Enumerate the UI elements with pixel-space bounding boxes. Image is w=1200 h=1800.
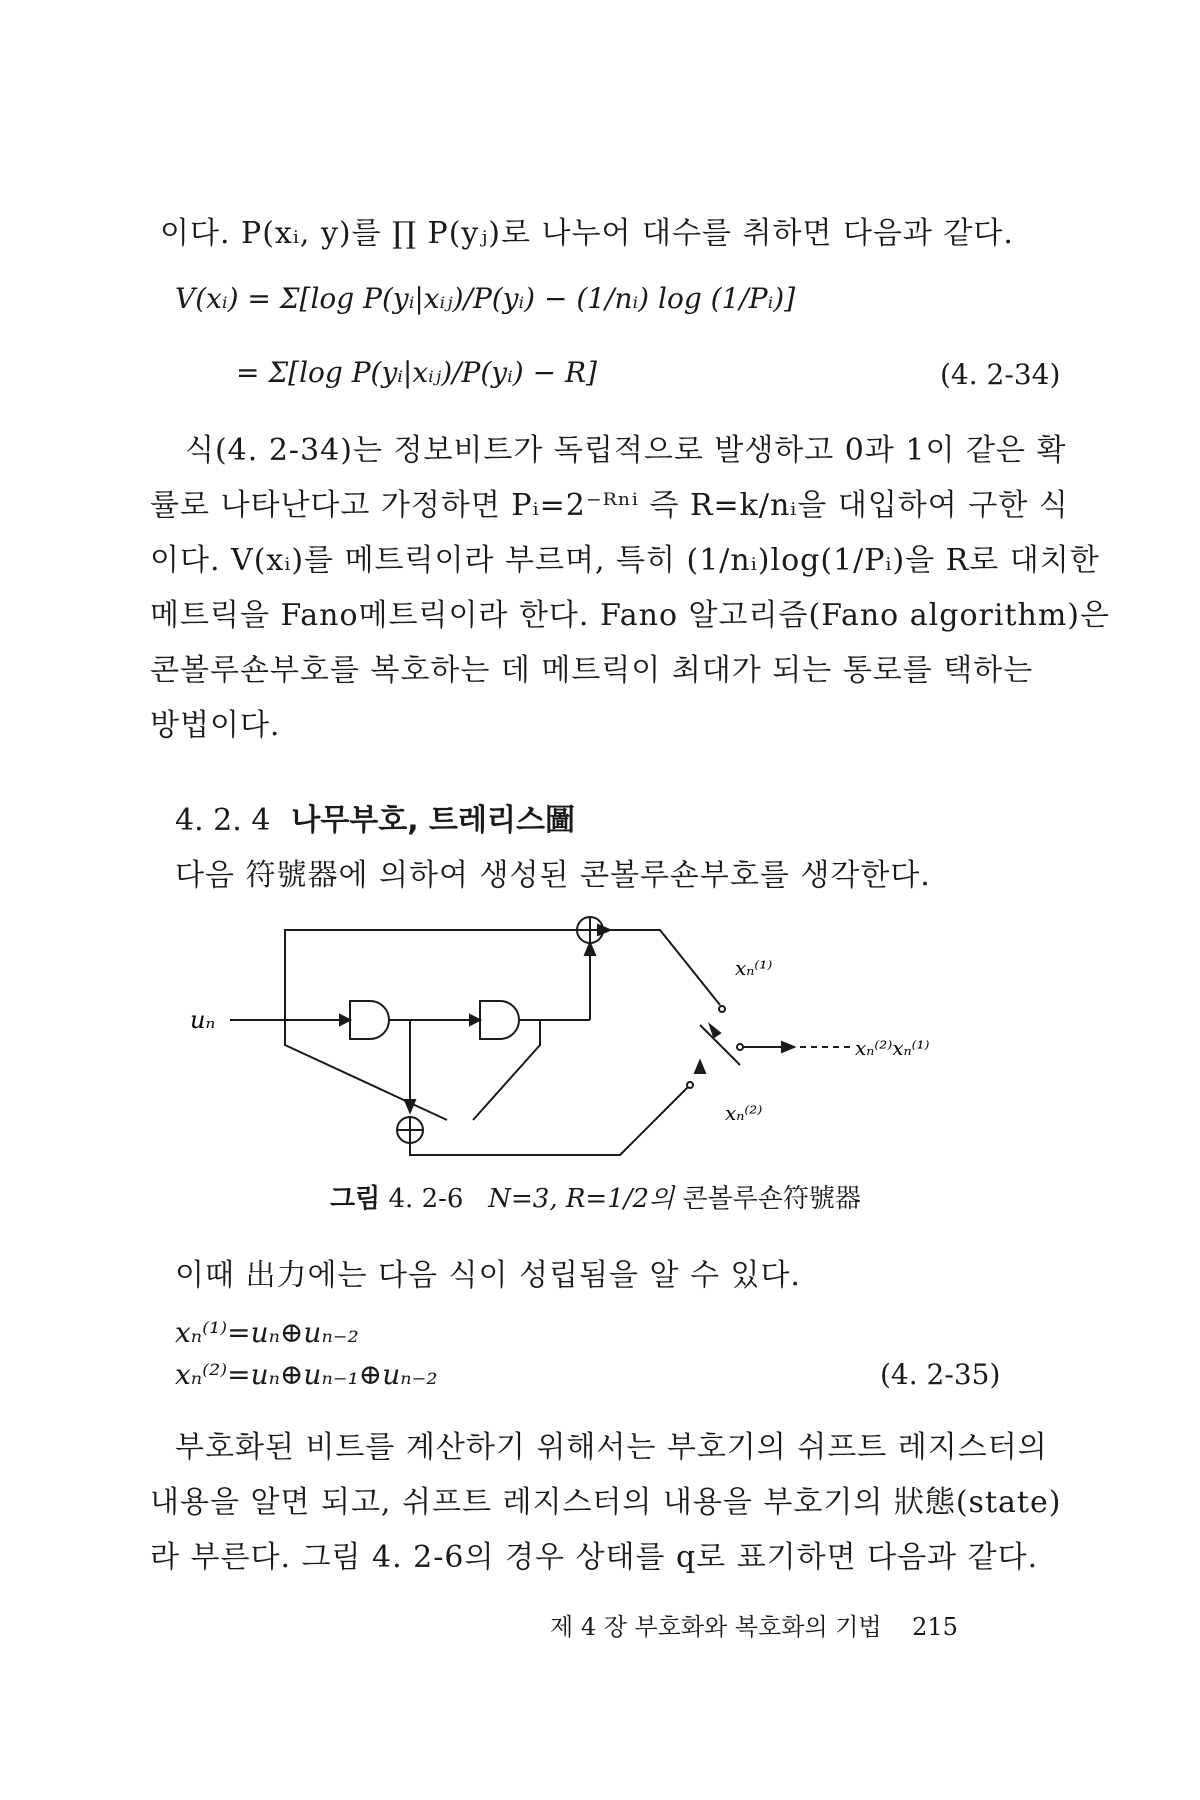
para1-line-3: 이다. V(xᵢ)를 메트릭이라 부르며, 특히 (1/nᵢ)log(1/Pᵢ)을 R로 대치한 — [150, 543, 1100, 578]
equation-4-2-34-a-text: V(xᵢ) = Σ[log P(yᵢ|xᵢⱼ)/P(yᵢ) − (1/nᵢ) log (1/Pᵢ)] — [175, 282, 796, 315]
para1-line-1: 식(4. 2-34)는 정보비트가 독립적으로 발생하고 0과 1이 같은 확 — [185, 433, 1067, 468]
equation-number-4-2-35: (4. 2-35) — [880, 1358, 1001, 1391]
commutator-arm — [700, 1025, 740, 1065]
arrow-icon — [340, 1015, 350, 1025]
switch-contact-2 — [687, 1082, 693, 1088]
output-intro: 이때 出力에는 다음 식이 성립됨을 알 수 있다. — [175, 1258, 801, 1293]
switch-contact-1 — [719, 1006, 725, 1012]
equation-4-2-34-line-a — [175, 282, 795, 315]
intro-line — [160, 208, 1014, 252]
running-footer — [550, 1607, 958, 1642]
para3-line-2: 내용을 알면 되고, 쉬프트 레지스터의 내용을 부호기의 狀態(state) — [150, 1485, 1062, 1520]
para1-line-5: 콘볼루숀부호를 복호하는 데 메트릭이 최대가 되는 통로를 택하는 — [150, 653, 1034, 688]
output-1-wire — [603, 930, 720, 1005]
equation-4-2-35-line-a: xₙ⁽¹⁾=uₙ⊕uₙ₋₂ — [175, 1316, 359, 1349]
intro-line-prefix: 이다. — [160, 216, 242, 251]
arrow-icon — [405, 1100, 415, 1112]
caption-params: N=3, R=1/2의 — [488, 1184, 675, 1214]
output-2-wire — [410, 1085, 690, 1155]
delay-element-2 — [480, 1001, 519, 1039]
output-1-label: xₙ⁽¹⁾ — [735, 956, 773, 980]
page-number: 215 — [912, 1613, 958, 1641]
section-intro: 다음 符號器에 의하여 생성된 콘볼루숀부호를 생각한다. — [175, 858, 931, 893]
delay-element-1 — [350, 1001, 389, 1039]
arrow-icon — [470, 1015, 480, 1025]
tap-delay-2 — [473, 1020, 540, 1120]
para1-line-4: 메트릭을 Fano메트릭이라 한다. Fano 알고리즘(Fano algorithm)은 — [150, 598, 1110, 633]
section-heading — [175, 795, 575, 839]
section-number: 4. 2. 4 — [175, 803, 271, 838]
equation-4-2-34-line-b — [236, 356, 597, 389]
section-title: 나무부호, 트레리스圖 — [291, 803, 575, 838]
caption-number: 4. 2-6 — [388, 1184, 464, 1214]
para3-line-3: 라 부른다. 그림 4. 2-6의 경우 상태를 q로 표기하면 다음과 같다. — [150, 1540, 1039, 1575]
figure-caption — [330, 1178, 861, 1215]
chapter-title: 제 4 장 부호화와 복호화의 기법 — [550, 1613, 882, 1641]
para1-line-6: 방법이다. — [150, 708, 281, 743]
arrow-icon — [585, 943, 595, 955]
input-label: uₙ — [190, 1006, 216, 1034]
output-2-label: xₙ⁽²⁾ — [725, 1101, 763, 1125]
equation-4-2-35-line-b: xₙ⁽²⁾=uₙ⊕uₙ₋₁⊕uₙ₋₂ — [175, 1358, 438, 1391]
top-path — [285, 930, 610, 1020]
para1-line-2: 률로 나타난다고 가정하면 Pᵢ=2⁻ᴿⁿⁱ 즉 R=k/nᵢ을 대입하여 구한 식 — [150, 488, 1069, 523]
para3-line-1: 부호화된 비트를 계산하기 위해서는 부호기의 쉬프트 레지스터의 — [175, 1430, 1048, 1465]
arrow-icon — [782, 1042, 794, 1052]
equation-number-4-2-34: (4. 2-34) — [940, 358, 1061, 391]
switch-pivot — [737, 1044, 743, 1050]
encoder-diagram — [190, 905, 1010, 1165]
caption-prefix: 그림 — [330, 1184, 381, 1214]
bottom-path-input — [285, 1020, 447, 1120]
arrow-icon — [695, 1061, 705, 1073]
equation-4-2-34-b-text: = Σ[log P(yᵢ|xᵢⱼ)/P(yᵢ) − R] — [236, 356, 597, 389]
intro-line-text: P(xᵢ, y)를 ∏ P(yⱼ)로 나누어 대수를 취하면 다음과 같다. — [241, 216, 1014, 251]
merged-output-label: xₙ⁽²⁾xₙ⁽¹⁾ — [855, 1036, 930, 1060]
caption-tail: 콘볼루숀符號器 — [682, 1184, 861, 1214]
